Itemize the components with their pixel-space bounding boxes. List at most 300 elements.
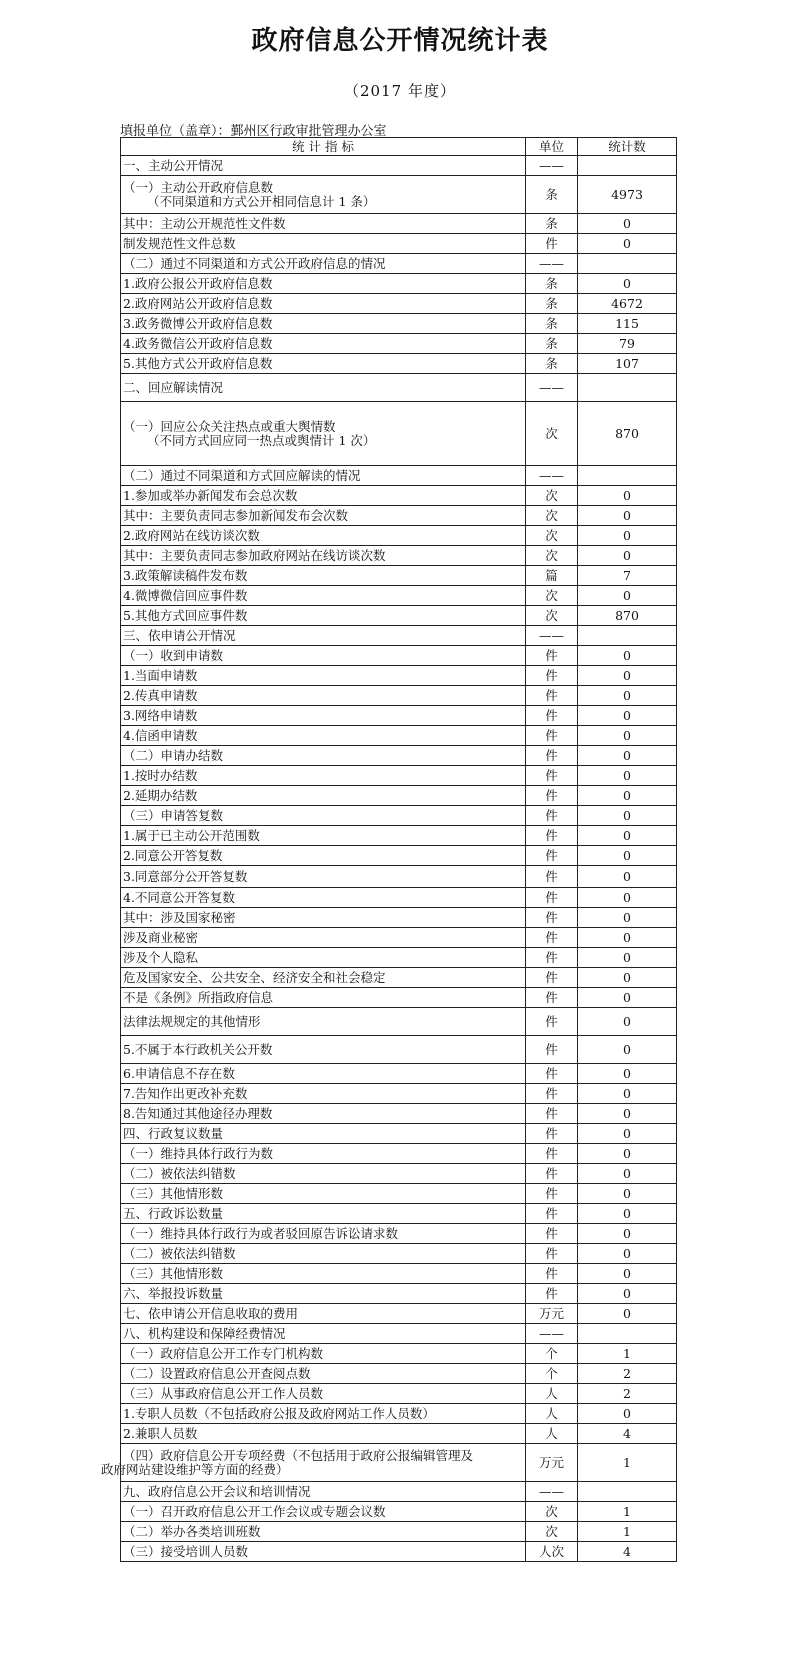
row-indicator-line: （一）收到申请数 bbox=[123, 647, 224, 663]
row-indicator bbox=[121, 1124, 526, 1144]
row-unit: 件 bbox=[526, 1264, 578, 1284]
row-indicator-line: （二）举办各类培训班数 bbox=[123, 1523, 261, 1539]
row-value: 0 bbox=[578, 1224, 677, 1244]
row-value: 0 bbox=[578, 1244, 677, 1264]
row-indicator-line: 政府网站建设维护等方面的经费） bbox=[101, 1461, 289, 1477]
table-row bbox=[121, 1364, 677, 1384]
table-row bbox=[121, 746, 677, 766]
row-indicator-line: （三）其他情形数 bbox=[123, 1265, 224, 1281]
row-indicator bbox=[121, 888, 526, 908]
row-value: 0 bbox=[578, 646, 677, 666]
row-indicator bbox=[121, 314, 526, 334]
table-row bbox=[121, 254, 677, 274]
row-unit: —— bbox=[526, 254, 578, 274]
row-indicator bbox=[121, 506, 526, 526]
row-value: 4 bbox=[578, 1424, 677, 1444]
table-row bbox=[121, 402, 677, 466]
row-indicator-line: （一）主动公开政府信息数 bbox=[123, 179, 274, 195]
row-unit: 件 bbox=[526, 826, 578, 846]
row-value: 0 bbox=[578, 1164, 677, 1184]
row-indicator-line: 法律法规规定的其他情形 bbox=[123, 1013, 261, 1029]
row-indicator-line: 2.兼职人员数 bbox=[123, 1425, 198, 1441]
row-indicator-line: （三）其他情形数 bbox=[123, 1185, 224, 1201]
row-value: 0 bbox=[578, 1144, 677, 1164]
table-row bbox=[121, 826, 677, 846]
row-indicator-line: 其中：涉及国家秘密 bbox=[123, 909, 236, 925]
row-unit: 件 bbox=[526, 1184, 578, 1204]
row-indicator bbox=[121, 786, 526, 806]
row-indicator-line: （一）维持具体行政行为或者驳回原告诉讼请求数 bbox=[123, 1225, 399, 1241]
row-value: 0 bbox=[578, 1084, 677, 1104]
row-value: 0 bbox=[578, 1036, 677, 1064]
row-value: 1 bbox=[578, 1444, 677, 1482]
row-unit: 件 bbox=[526, 1036, 578, 1064]
row-unit: 人次 bbox=[526, 1542, 578, 1562]
row-indicator-line: （四）政府信息公开专项经费（不包括用于政府公报编辑管理及 bbox=[123, 1447, 474, 1463]
row-value: 79 bbox=[578, 334, 677, 354]
row-value: 0 bbox=[578, 826, 677, 846]
table-row bbox=[121, 274, 677, 294]
row-indicator bbox=[121, 566, 526, 586]
row-value: 0 bbox=[578, 546, 677, 566]
row-indicator-line: （三）从事政府信息公开工作人员数 bbox=[123, 1385, 324, 1401]
row-indicator bbox=[121, 806, 526, 826]
row-unit: 件 bbox=[526, 866, 578, 888]
row-value: 0 bbox=[578, 486, 677, 506]
row-indicator-line: （二）通过不同渠道和方式回应解读的情况 bbox=[123, 467, 361, 483]
reporting-unit: 填报单位（盖章）：鄞州区行政审批管理办公室 bbox=[120, 124, 387, 139]
row-indicator bbox=[121, 1364, 526, 1384]
table-row bbox=[121, 888, 677, 908]
row-indicator bbox=[121, 706, 526, 726]
row-indicator bbox=[121, 1264, 526, 1284]
row-unit: 条 bbox=[526, 274, 578, 294]
row-value: 0 bbox=[578, 1264, 677, 1284]
row-indicator-line: （三）申请答复数 bbox=[123, 807, 224, 823]
row-indicator bbox=[121, 546, 526, 566]
row-value: 0 bbox=[578, 988, 677, 1008]
table-row bbox=[121, 1404, 677, 1424]
row-unit: 人 bbox=[526, 1424, 578, 1444]
row-value: 2 bbox=[578, 1384, 677, 1404]
row-indicator-line: 1.政府公报公开政府信息数 bbox=[123, 275, 273, 291]
row-value: 115 bbox=[578, 314, 677, 334]
row-unit: —— bbox=[526, 466, 578, 486]
row-unit: 篇 bbox=[526, 566, 578, 586]
row-indicator bbox=[121, 928, 526, 948]
row-unit: 件 bbox=[526, 968, 578, 988]
row-indicator bbox=[121, 1204, 526, 1224]
row-indicator bbox=[121, 156, 526, 176]
row-value: 0 bbox=[578, 706, 677, 726]
row-indicator-line: （二）申请办结数 bbox=[123, 747, 224, 763]
table-row bbox=[121, 1384, 677, 1404]
row-indicator-line: 四、行政复议数量 bbox=[123, 1125, 224, 1141]
row-unit: 件 bbox=[526, 908, 578, 928]
row-indicator bbox=[121, 968, 526, 988]
row-unit: 件 bbox=[526, 928, 578, 948]
row-indicator-line: 3.同意部分公开答复数 bbox=[123, 868, 248, 884]
table-row bbox=[121, 314, 677, 334]
row-value bbox=[578, 1482, 677, 1502]
table-row bbox=[121, 234, 677, 254]
row-indicator-line: 其中：主要负责同志参加新闻发布会次数 bbox=[123, 507, 349, 523]
row-indicator-line: 2.政府网站在线访谈次数 bbox=[123, 527, 260, 543]
row-indicator bbox=[121, 646, 526, 666]
row-unit: 件 bbox=[526, 706, 578, 726]
row-value: 0 bbox=[578, 666, 677, 686]
row-unit: 次 bbox=[526, 546, 578, 566]
row-unit: —— bbox=[526, 1482, 578, 1502]
table-row bbox=[121, 928, 677, 948]
row-indicator-line: 不是《条例》所指政府信息 bbox=[123, 989, 274, 1005]
row-indicator bbox=[121, 746, 526, 766]
row-indicator bbox=[121, 766, 526, 786]
row-unit: 次 bbox=[526, 526, 578, 546]
row-indicator bbox=[121, 1384, 526, 1404]
row-indicator bbox=[121, 908, 526, 928]
row-indicator bbox=[121, 1164, 526, 1184]
row-unit: —— bbox=[526, 1324, 578, 1344]
row-indicator-line: （二）被依法纠错数 bbox=[123, 1245, 236, 1261]
row-indicator-line: 七、依申请公开信息收取的费用 bbox=[123, 1305, 299, 1321]
row-indicator-line: 1.专职人员数（不包括政府公报及政府网站工作人员数） bbox=[123, 1405, 435, 1421]
row-indicator-line: （二）设置政府信息公开查阅点数 bbox=[123, 1365, 311, 1381]
row-unit: 件 bbox=[526, 786, 578, 806]
row-unit: 件 bbox=[526, 766, 578, 786]
table-row bbox=[121, 1164, 677, 1184]
row-indicator-line: 危及国家安全、公共安全、经济安全和社会稳定 bbox=[123, 969, 386, 985]
row-value: 1 bbox=[578, 1522, 677, 1542]
row-indicator-line: 九、政府信息公开会议和培训情况 bbox=[123, 1483, 311, 1499]
row-value: 0 bbox=[578, 726, 677, 746]
row-indicator-line: 4.政务微信公开政府信息数 bbox=[123, 335, 273, 351]
row-unit: 个 bbox=[526, 1364, 578, 1384]
row-unit: 条 bbox=[526, 294, 578, 314]
row-unit: 件 bbox=[526, 948, 578, 968]
row-value: 0 bbox=[578, 1008, 677, 1036]
table-header-row bbox=[121, 138, 677, 156]
row-indicator-line: 3.政策解读稿件发布数 bbox=[123, 567, 248, 583]
table-row bbox=[121, 666, 677, 686]
row-value: 4 bbox=[578, 1542, 677, 1562]
row-value: 4672 bbox=[578, 294, 677, 314]
row-value bbox=[578, 254, 677, 274]
row-indicator bbox=[121, 1502, 526, 1522]
table-row bbox=[121, 156, 677, 176]
row-unit: 件 bbox=[526, 988, 578, 1008]
row-indicator bbox=[121, 1542, 526, 1562]
row-value: 0 bbox=[578, 1104, 677, 1124]
table-row bbox=[121, 1064, 677, 1084]
table-row bbox=[121, 294, 677, 314]
row-unit: 件 bbox=[526, 1064, 578, 1084]
row-value bbox=[578, 156, 677, 176]
row-indicator-line: 1.按时办结数 bbox=[123, 767, 198, 783]
row-unit: 条 bbox=[526, 214, 578, 234]
row-value bbox=[578, 1324, 677, 1344]
row-indicator-line: 2.政府网站公开政府信息数 bbox=[123, 295, 273, 311]
row-indicator-line: 1.属于已主动公开范围数 bbox=[123, 827, 260, 843]
table-row bbox=[121, 1304, 677, 1324]
table-row bbox=[121, 626, 677, 646]
row-indicator-line: 3.政务微博公开政府信息数 bbox=[123, 315, 273, 331]
row-unit: 条 bbox=[526, 176, 578, 214]
row-unit: 次 bbox=[526, 1502, 578, 1522]
row-value: 0 bbox=[578, 1204, 677, 1224]
row-indicator-line: （一）回应公众关注热点或重大舆情数 bbox=[123, 418, 336, 434]
row-unit: 条 bbox=[526, 334, 578, 354]
row-value: 0 bbox=[578, 214, 677, 234]
row-unit: 件 bbox=[526, 1244, 578, 1264]
row-indicator bbox=[121, 176, 526, 214]
row-indicator-line: 五、行政诉讼数量 bbox=[123, 1205, 224, 1221]
table-row bbox=[121, 988, 677, 1008]
table-row bbox=[121, 968, 677, 988]
year-subtitle: （2017 年度） bbox=[344, 82, 456, 100]
table-row bbox=[121, 1204, 677, 1224]
row-indicator bbox=[121, 1084, 526, 1104]
header-count: 统计数 bbox=[578, 138, 677, 156]
row-indicator bbox=[121, 1224, 526, 1244]
row-indicator-line: 5.其他方式回应事件数 bbox=[123, 607, 248, 623]
row-value: 0 bbox=[578, 1284, 677, 1304]
row-indicator bbox=[121, 846, 526, 866]
table-row bbox=[121, 1542, 677, 1562]
row-value bbox=[578, 626, 677, 646]
row-indicator-line: 其中：主动公开规范性文件数 bbox=[123, 215, 286, 231]
table-row bbox=[121, 354, 677, 374]
header-indicator: 统 计 指 标 bbox=[121, 138, 526, 156]
row-indicator bbox=[121, 354, 526, 374]
row-unit: 条 bbox=[526, 314, 578, 334]
table-row bbox=[121, 908, 677, 928]
row-indicator-line: 7.告知作出更改补充数 bbox=[123, 1085, 248, 1101]
row-unit: 件 bbox=[526, 888, 578, 908]
table-row bbox=[121, 866, 677, 888]
row-indicator bbox=[121, 1304, 526, 1324]
row-unit: 万元 bbox=[526, 1304, 578, 1324]
row-indicator bbox=[121, 866, 526, 888]
row-indicator bbox=[121, 988, 526, 1008]
row-indicator-line: 5.其他方式公开政府信息数 bbox=[123, 355, 273, 371]
row-indicator-line: （一）维持具体行政行为数 bbox=[123, 1145, 274, 1161]
row-unit: —— bbox=[526, 156, 578, 176]
table-row bbox=[121, 1444, 677, 1482]
row-value: 0 bbox=[578, 866, 677, 888]
row-indicator-line: 二、回应解读情况 bbox=[123, 379, 224, 395]
table-row bbox=[121, 1424, 677, 1444]
table-row bbox=[121, 1522, 677, 1542]
row-indicator bbox=[121, 1008, 526, 1036]
row-indicator bbox=[121, 726, 526, 746]
row-indicator bbox=[121, 214, 526, 234]
row-indicator-line: （不同渠道和方式公开相同信息计 1 条） bbox=[147, 193, 376, 209]
row-indicator-line: （不同方式回应同一热点或舆情计 1 次） bbox=[147, 432, 376, 448]
row-value: 0 bbox=[578, 1304, 677, 1324]
row-indicator bbox=[121, 274, 526, 294]
row-value: 0 bbox=[578, 526, 677, 546]
table-row bbox=[121, 1244, 677, 1264]
row-indicator-line: 制发规范性文件总数 bbox=[123, 235, 236, 251]
row-indicator bbox=[121, 1424, 526, 1444]
table-row bbox=[121, 1144, 677, 1164]
table-row bbox=[121, 1482, 677, 1502]
row-value: 0 bbox=[578, 928, 677, 948]
row-unit: 个 bbox=[526, 1344, 578, 1364]
row-value: 0 bbox=[578, 806, 677, 826]
row-value: 0 bbox=[578, 968, 677, 988]
row-value: 0 bbox=[578, 1064, 677, 1084]
table-row bbox=[121, 374, 677, 402]
row-indicator bbox=[121, 586, 526, 606]
row-unit: 次 bbox=[526, 506, 578, 526]
row-unit: 件 bbox=[526, 234, 578, 254]
table-row bbox=[121, 486, 677, 506]
table-row bbox=[121, 786, 677, 806]
row-value: 0 bbox=[578, 1404, 677, 1424]
row-indicator-line: （二）通过不同渠道和方式公开政府信息的情况 bbox=[123, 255, 386, 271]
row-indicator bbox=[121, 1064, 526, 1084]
row-indicator-line: （一）召开政府信息公开工作会议或专题会议数 bbox=[123, 1503, 386, 1519]
row-value: 0 bbox=[578, 908, 677, 928]
row-unit: 条 bbox=[526, 354, 578, 374]
row-value: 107 bbox=[578, 354, 677, 374]
row-indicator bbox=[121, 334, 526, 354]
table-row bbox=[121, 686, 677, 706]
row-unit: 件 bbox=[526, 746, 578, 766]
row-unit: 人 bbox=[526, 1384, 578, 1404]
row-unit: 件 bbox=[526, 806, 578, 826]
row-indicator bbox=[121, 1144, 526, 1164]
row-indicator-line: 4.不同意公开答复数 bbox=[123, 889, 235, 905]
table-row bbox=[121, 1124, 677, 1144]
row-value: 0 bbox=[578, 888, 677, 908]
row-indicator bbox=[121, 294, 526, 314]
table-row bbox=[121, 506, 677, 526]
row-unit: 件 bbox=[526, 1144, 578, 1164]
table-row bbox=[121, 948, 677, 968]
table-row bbox=[121, 566, 677, 586]
row-indicator-line: （三）接受培训人员数 bbox=[123, 1543, 249, 1559]
row-indicator-line: 1.当面申请数 bbox=[123, 667, 198, 683]
row-indicator bbox=[121, 606, 526, 626]
row-indicator bbox=[121, 234, 526, 254]
row-value: 4973 bbox=[578, 176, 677, 214]
row-indicator bbox=[121, 666, 526, 686]
row-indicator bbox=[121, 254, 526, 274]
table-row bbox=[121, 546, 677, 566]
row-value: 0 bbox=[578, 786, 677, 806]
row-value: 1 bbox=[578, 1344, 677, 1364]
row-value: 0 bbox=[578, 846, 677, 866]
row-indicator bbox=[121, 1036, 526, 1064]
row-indicator bbox=[121, 948, 526, 968]
row-indicator bbox=[101, 1444, 526, 1482]
row-indicator-line: 4.信函申请数 bbox=[123, 727, 198, 743]
row-value: 870 bbox=[578, 402, 677, 466]
table-row bbox=[121, 846, 677, 866]
row-indicator bbox=[121, 686, 526, 706]
table-row bbox=[121, 726, 677, 746]
row-indicator-line: 其中：主要负责同志参加政府网站在线访谈次数 bbox=[123, 547, 386, 563]
row-value: 2 bbox=[578, 1364, 677, 1384]
row-value: 0 bbox=[578, 1124, 677, 1144]
row-indicator-line: 涉及个人隐私 bbox=[123, 949, 199, 965]
row-unit: 件 bbox=[526, 846, 578, 866]
row-unit: 件 bbox=[526, 666, 578, 686]
table-row bbox=[121, 214, 677, 234]
table-row bbox=[121, 1008, 677, 1036]
row-indicator-line: 2.同意公开答复数 bbox=[123, 847, 223, 863]
table-row bbox=[121, 1224, 677, 1244]
row-indicator-line: 六、举报投诉数量 bbox=[123, 1285, 224, 1301]
row-value: 0 bbox=[578, 1184, 677, 1204]
row-value: 0 bbox=[578, 506, 677, 526]
row-value: 1 bbox=[578, 1502, 677, 1522]
table-row bbox=[121, 526, 677, 546]
row-unit: 件 bbox=[526, 1224, 578, 1244]
row-value: 870 bbox=[578, 606, 677, 626]
table-row bbox=[121, 706, 677, 726]
row-indicator-line: 5.不属于本行政机关公开数 bbox=[123, 1041, 273, 1057]
row-indicator bbox=[121, 486, 526, 506]
row-indicator bbox=[121, 1522, 526, 1542]
row-indicator bbox=[121, 1324, 526, 1344]
row-indicator bbox=[121, 1284, 526, 1304]
row-indicator bbox=[121, 1344, 526, 1364]
table-row bbox=[121, 1324, 677, 1344]
row-unit: 件 bbox=[526, 1104, 578, 1124]
table-row bbox=[121, 646, 677, 666]
row-unit: 人 bbox=[526, 1404, 578, 1424]
row-value: 0 bbox=[578, 948, 677, 968]
table-row bbox=[121, 1036, 677, 1064]
row-unit: 件 bbox=[526, 1204, 578, 1224]
row-indicator-line: 2.延期办结数 bbox=[123, 787, 198, 803]
row-indicator bbox=[121, 1244, 526, 1264]
row-indicator bbox=[121, 374, 526, 402]
row-value: 0 bbox=[578, 234, 677, 254]
table-row bbox=[121, 606, 677, 626]
row-unit: 件 bbox=[526, 1164, 578, 1184]
row-indicator bbox=[121, 1104, 526, 1124]
row-unit: 件 bbox=[526, 1284, 578, 1304]
row-indicator-line: （二）被依法纠错数 bbox=[123, 1165, 236, 1181]
row-indicator bbox=[121, 402, 526, 466]
row-indicator-line: 一、主动公开情况 bbox=[123, 157, 224, 173]
row-unit: 件 bbox=[526, 1008, 578, 1036]
table-row bbox=[121, 466, 677, 486]
row-value: 0 bbox=[578, 686, 677, 706]
table-row bbox=[121, 586, 677, 606]
row-indicator bbox=[121, 826, 526, 846]
row-indicator bbox=[121, 1184, 526, 1204]
row-unit: 次 bbox=[526, 1522, 578, 1542]
table-row bbox=[121, 1264, 677, 1284]
row-unit: 件 bbox=[526, 646, 578, 666]
row-unit: 件 bbox=[526, 686, 578, 706]
table-row bbox=[121, 1284, 677, 1304]
row-indicator-line: 1.参加或举办新闻发布会总次数 bbox=[123, 487, 298, 503]
row-unit: 次 bbox=[526, 606, 578, 626]
row-indicator-line: 涉及商业秘密 bbox=[123, 929, 199, 945]
row-indicator-line: （一）政府信息公开工作专门机构数 bbox=[123, 1345, 324, 1361]
row-indicator-line: 4.微博微信回应事件数 bbox=[123, 587, 248, 603]
page-title: 政府信息公开情况统计表 bbox=[251, 26, 549, 56]
table-body bbox=[101, 156, 677, 1562]
table-row bbox=[121, 334, 677, 354]
